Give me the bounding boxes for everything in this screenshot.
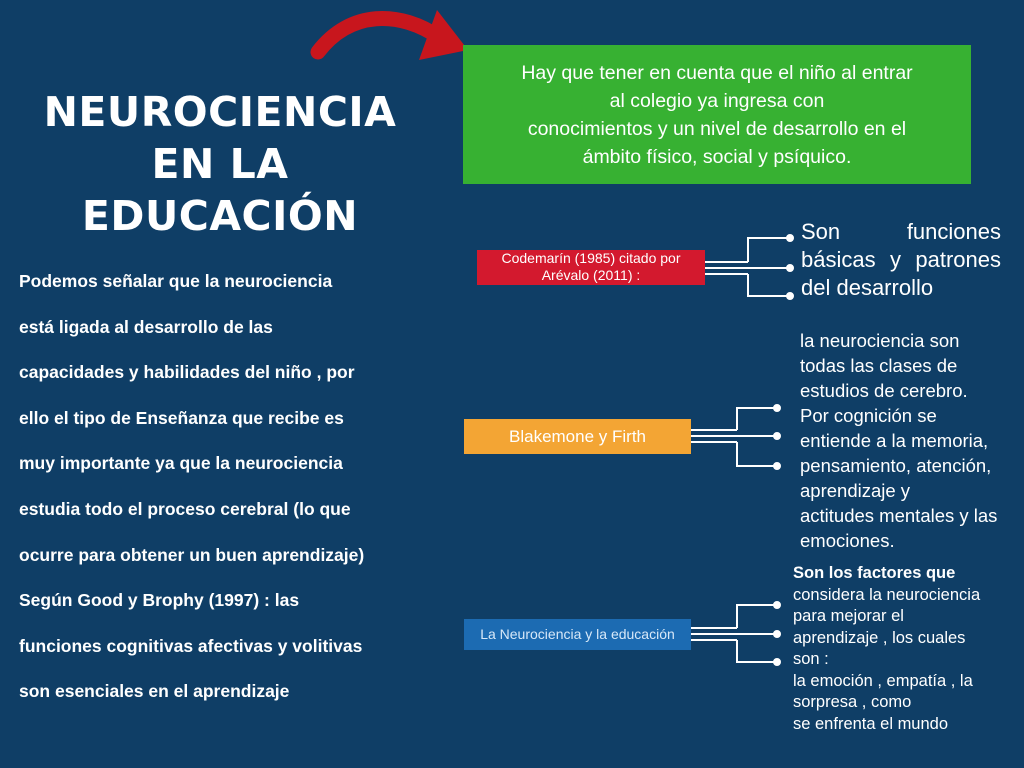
label-neuro-educacion: La Neurociencia y la educación bbox=[464, 619, 691, 650]
desc-blakemore-line: pensamiento, atención, bbox=[800, 455, 992, 476]
highlight-box bbox=[463, 45, 971, 184]
desc-neuro-line: se enfrenta el mundo bbox=[793, 714, 949, 733]
intro-line: funciones cognitivas afectivas y volitivas bbox=[19, 635, 363, 656]
label-codemarin-line: Arévalo (2011) : bbox=[541, 267, 641, 283]
desc-neuro-line: son : bbox=[793, 650, 829, 668]
desc-blakemore-line: entiende a la memoria, bbox=[800, 430, 989, 451]
intro-line: son esenciales en el aprendizaje bbox=[19, 681, 290, 702]
label-blakemore: Blakemone y Firth bbox=[464, 419, 691, 454]
intro-line: ocurre para obtener un buen aprendizaje) bbox=[19, 544, 365, 565]
label-codemarin-line: Codemarín (1985) citado por bbox=[501, 250, 681, 266]
desc-neuro-educacion bbox=[793, 563, 1024, 735]
desc-blakemore-line: la neurociencia son bbox=[800, 330, 960, 351]
page-title bbox=[10, 86, 430, 242]
desc-blakemore-line: actitudes mentales y las bbox=[800, 505, 998, 526]
desc-neuro-heading: Son los factores que bbox=[793, 564, 956, 582]
intro-line: muy importante ya que la neurociencia bbox=[19, 453, 343, 474]
highlight-line: Hay que tener en cuenta que el niño al entrar bbox=[521, 61, 913, 84]
highlight-line: ámbito físico, social y psíquico. bbox=[582, 145, 852, 168]
intro-line: ello el tipo de Enseñanza que recibe es bbox=[19, 407, 344, 428]
desc-codemarin-line: básicas y patrones bbox=[801, 247, 1001, 272]
connector-neuro-icon bbox=[691, 602, 780, 665]
desc-blakemore bbox=[800, 328, 1024, 553]
desc-blakemore-line: emociones. bbox=[800, 530, 895, 551]
intro-line: capacidades y habilidades del niño , por bbox=[19, 362, 355, 383]
desc-codemarin bbox=[801, 218, 1001, 302]
desc-codemarin-line: del desarrollo bbox=[801, 275, 934, 300]
curved-arrow-icon bbox=[318, 10, 468, 60]
intro-line: Podemos señalar que la neurociencia bbox=[19, 271, 333, 291]
desc-codemarin-line: Son funciones bbox=[801, 219, 1001, 244]
desc-blakemore-line: todas las clases de bbox=[800, 355, 958, 376]
intro-line: Según Good y Brophy (1997) : las bbox=[19, 590, 300, 611]
desc-blakemore-line: estudios de cerebro. bbox=[800, 380, 968, 401]
desc-blakemore-line: Por cognición se bbox=[800, 405, 937, 426]
desc-neuro-line: considera la neurociencia bbox=[793, 585, 981, 604]
title-line: EDUCACIÓN bbox=[81, 192, 359, 240]
desc-neuro-line: la emoción , empatía , la bbox=[793, 671, 973, 690]
highlight-line: conocimientos y un nivel de desarrollo en el bbox=[527, 117, 907, 140]
desc-neuro-line: para mejorar el bbox=[793, 607, 904, 625]
intro-line: está ligada al desarrollo de las bbox=[19, 316, 273, 337]
desc-neuro-line: sorpresa , como bbox=[793, 693, 912, 711]
connector-codemarin-icon bbox=[703, 235, 793, 299]
highlight-line: al colegio ya ingresa con bbox=[609, 89, 825, 112]
label-codemarin bbox=[477, 250, 705, 285]
title-line: EN LA bbox=[151, 140, 289, 188]
connector-blakemore-icon bbox=[691, 405, 780, 469]
title-line: NEUROCIENCIA bbox=[43, 88, 397, 136]
intro-line: estudia todo el proceso cerebral (lo que bbox=[19, 498, 351, 519]
intro-text bbox=[19, 262, 449, 718]
desc-blakemore-line: aprendizaje y bbox=[800, 480, 911, 501]
desc-neuro-line: aprendizaje , los cuales bbox=[793, 628, 966, 647]
